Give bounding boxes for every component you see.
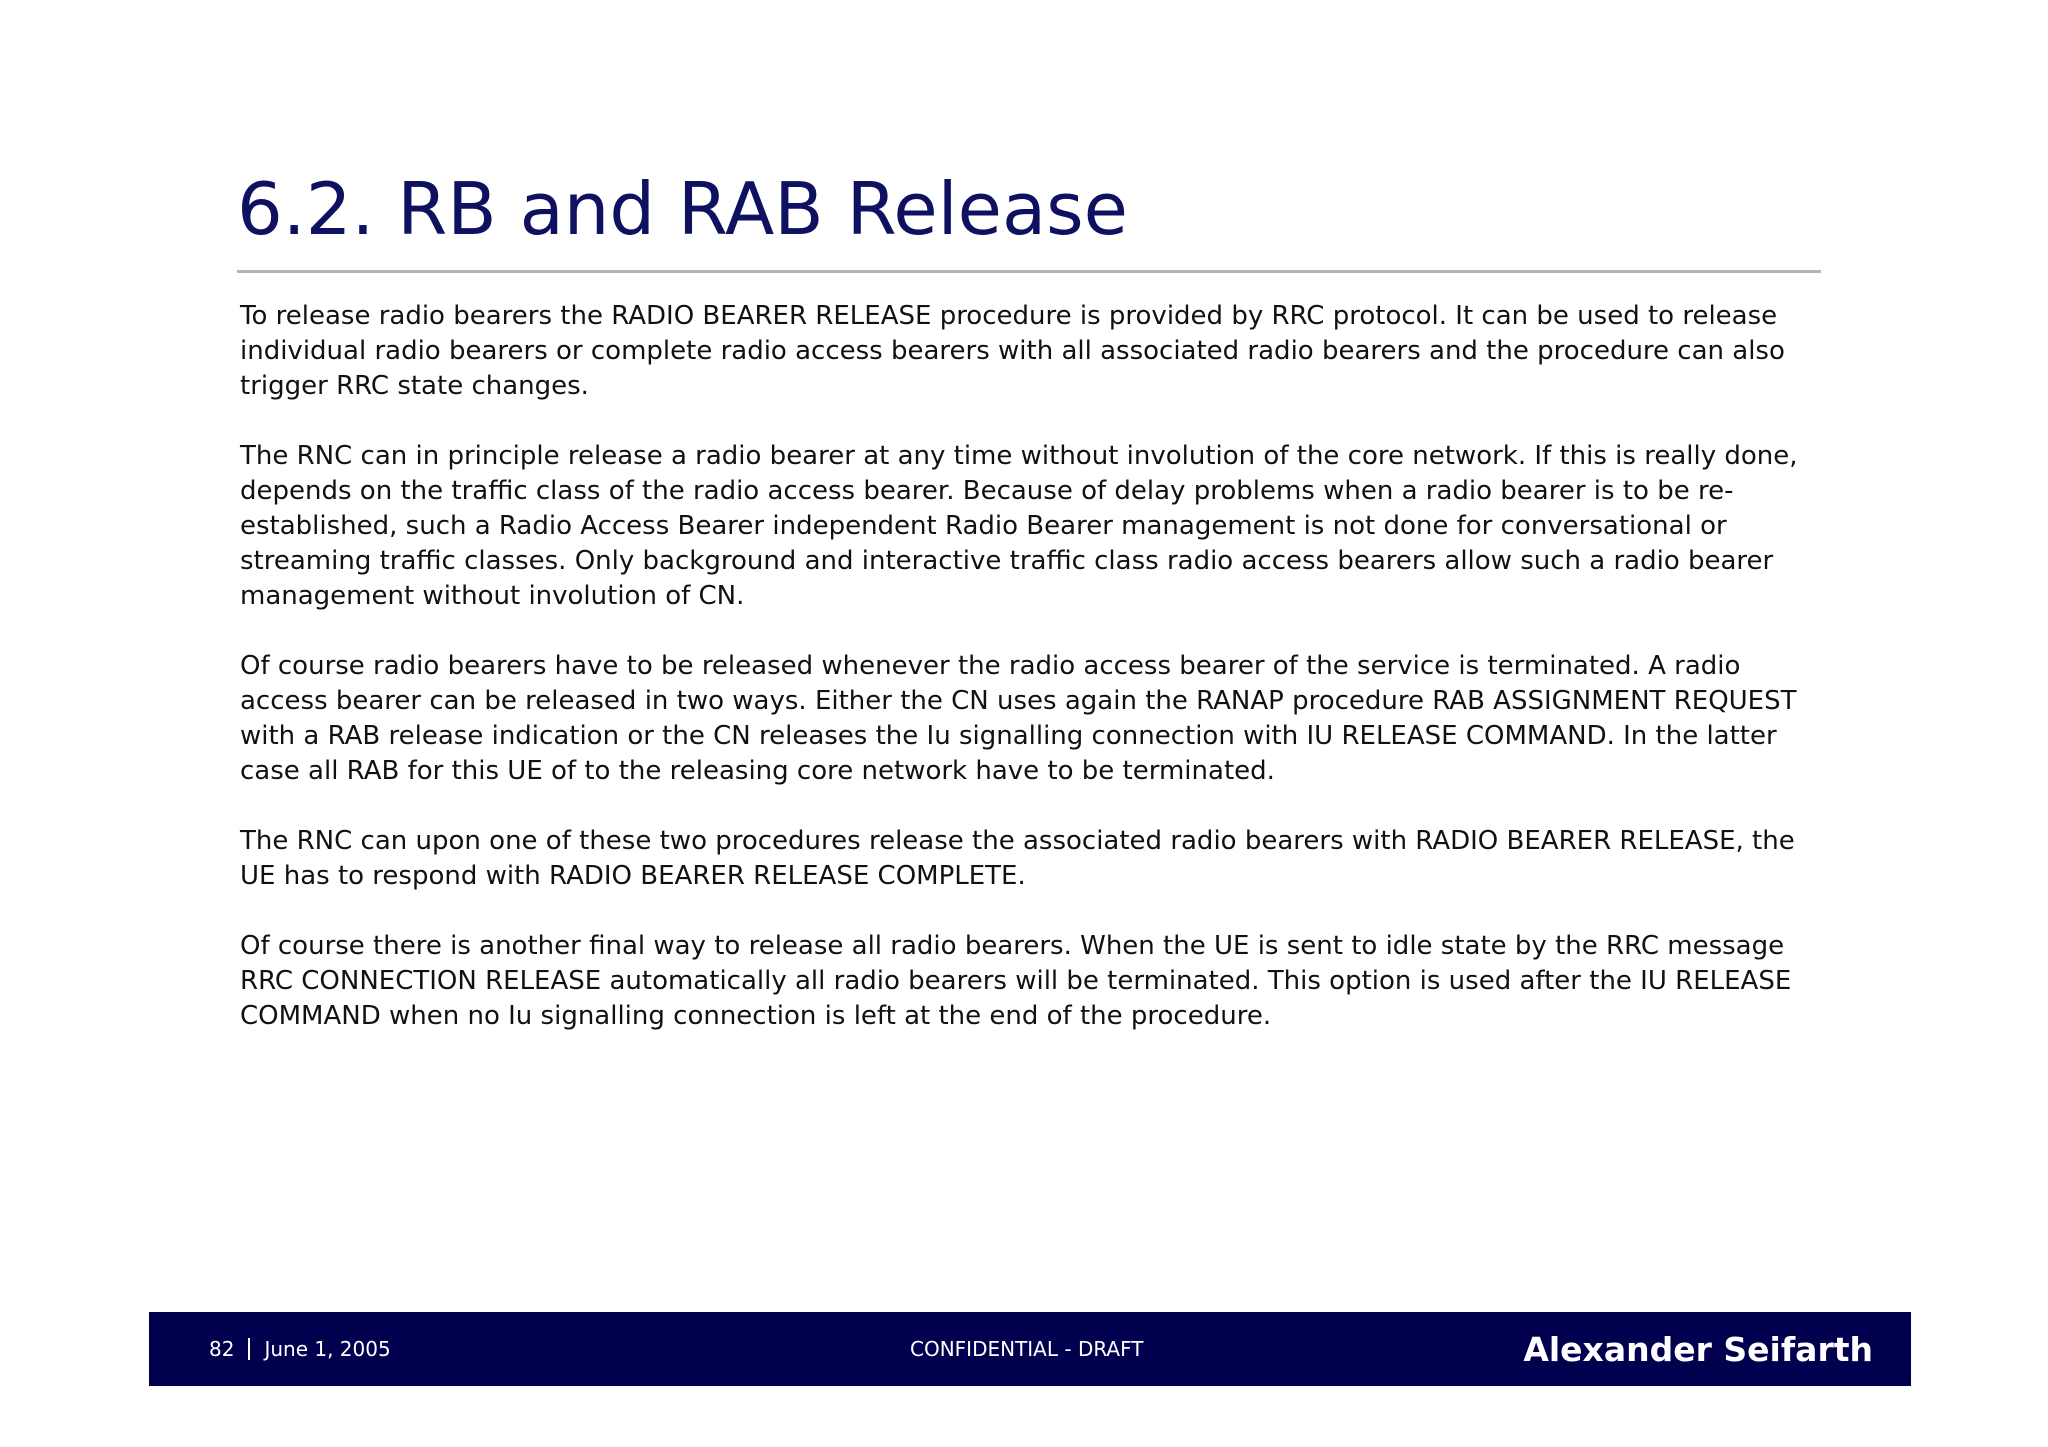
page-number: 82 <box>209 1337 235 1361</box>
confidentiality-label: CONFIDENTIAL - DRAFT <box>910 1337 1144 1361</box>
slide-body <box>240 299 1830 1069</box>
paragraph-rnc-release-traffic-class: The RNC can in principle release a radio bearer at any time without involution of the core network. If this is really done, depends on the traffic class of the radio access bearer. Because of delay problems when a radio bearer is to be re-established, such a Radio Access Bearer independent Radio Bearer management is not done for conversational or streaming traffic classes. Only background and interactive traffic class radio access bearers allow such a radio bearer management without involution of CN. <box>240 441 1798 611</box>
paragraph-rrc-connection-release: Of course there is another final way to release all radio bearers. When the UE is sent to idle state by the RRC message RRC CONNECTION RELEASE automatically all radio bearers will be terminated. This option is used after the IU RELEASE COMMAND when no Iu signalling connection is left at the end of the procedure. <box>240 931 1792 1031</box>
footer-left <box>209 1312 391 1386</box>
author-name: Alexander Seifarth <box>1523 1329 1873 1369</box>
footer-separator <box>248 1338 250 1360</box>
slide-title: 6.2. RB and RAB Release <box>237 167 1128 251</box>
paragraph-rb-release-procedure: To release radio bearers the RADIO BEARER RELEASE procedure is provided by RRC protocol. It can be used to release individual radio bearers or complete radio access bearers with all associated radio bearers and the procedure can also trigger RRC state changes. <box>240 301 1785 401</box>
paragraph-rab-release-ways: Of course radio bearers have to be released whenever the radio access bearer of the service is terminated. A radio access bearer can be released in two ways. Either the CN uses again the RANAP procedure RAB ASSIGNMENT REQUEST with a RAB release indication or the CN releases the Iu signalling connection with IU RELEASE COMMAND. In the latter case all RAB for this UE of to the releasing core network have to be terminated. <box>240 651 1797 786</box>
footer-date: June 1, 2005 <box>264 1337 391 1361</box>
paragraph-rb-release-complete: The RNC can upon one of these two procedures release the associated radio bearers with RADIO BEARER RELEASE, the UE has to respond with RADIO BEARER RELEASE COMPLETE. <box>240 826 1795 891</box>
footer-bar <box>149 1312 1911 1386</box>
title-divider <box>237 270 1821 273</box>
